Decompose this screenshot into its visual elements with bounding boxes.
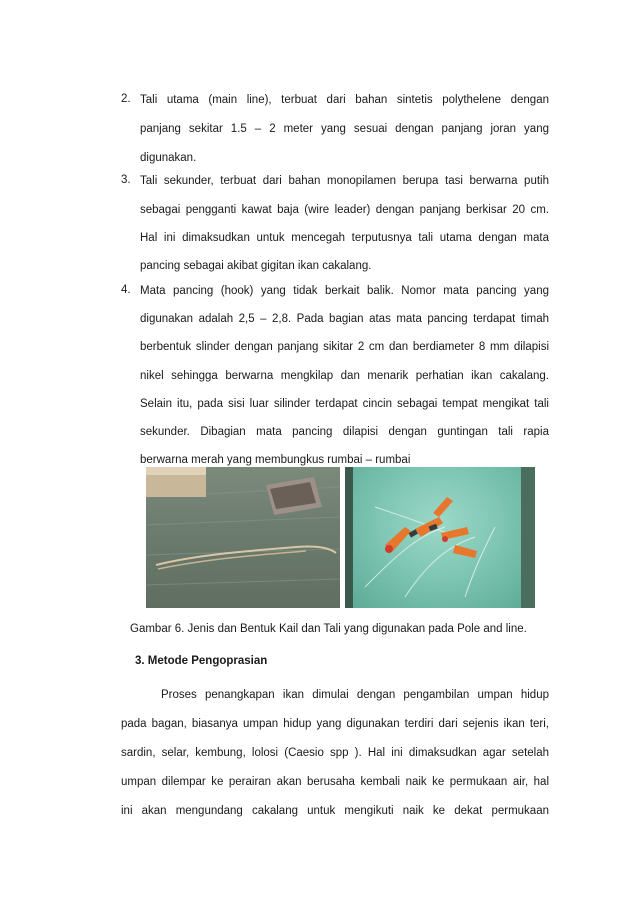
paragraph-line: sardin, selar, kembung, lolosi (Caesio spp ). Hal ini dimaksudkan agar setelah [121,747,549,759]
paragraph-line: pada bagan, biasanya umpan hidup yang digunakan terdiri dari sejenis ikan teri, [121,718,549,730]
paragraph-line: ini akan mengundang cakalang untuk mengikuti naik ke dekat permukaan [121,805,549,817]
list-line: Hal ini dimaksudkan untuk mencegah terputusnya tali utama dengan mata [140,232,549,244]
list-line: berbentuk slinder dengan panjang sikitar 2 cm dan berdiameter 8 mm dilapisi [140,341,549,353]
list-line: sebagai pengganti kawat baja (wire leader) dengan panjang berkisar 20 cm. [140,204,549,216]
figure-caption: Gambar 6. Jenis dan Bentuk Kail dan Tali yang digunakan pada Pole and line. [130,623,527,635]
photo-fishing-line [146,467,340,608]
list-number: 3. [121,174,131,186]
list-number: 4. [121,284,131,296]
list-line: Selain itu, pada sisi luar silinder terdapat cincin sebagai tempat mengikat tali [140,398,549,410]
paragraph-line: umpan dilempar ke perairan akan berusaha kembali naik ke permukaan air, hal [121,776,549,788]
list-line: panjang sekitar 1.5 – 2 meter yang sesuai dengan panjang joran yang [140,123,549,135]
list-line: Mata pancing (hook) yang tidak berkait balik. Nomor mata pancing yang [140,285,549,297]
list-line: digunakan adalah 2,5 – 2,8. Pada bagian atas mata pancing terdapat timah [140,313,549,325]
photo-fishing-hooks [345,467,535,608]
list-line: berwarna merah yang membungkus rumbai – rumbai [140,454,411,466]
list-line: nikel sehingga berwarna mengkilap dan menarik perhatian ikan cakalang. [140,370,549,382]
list-line: digunakan. [140,152,197,164]
list-line: sekunder. Dibagian mata pancing dilapisi dengan guntingan tali rapia [140,426,549,438]
list-line: Tali sekunder, terbuat dari bahan monopilamen berupa tasi berwarna putih [140,175,549,187]
fishing-hooks-photo-graphic [345,467,535,608]
figure-photos [144,467,536,608]
section-heading: 3. Metode Pengoprasian [135,655,268,667]
paragraph-line: Proses penangkapan ikan dimulai dengan pengambilan umpan hidup [161,689,549,701]
list-line: Tali utama (main line), terbuat dari bahan sintetis polythelene dengan [140,94,549,106]
fishing-line-photo-graphic [146,467,340,608]
list-line: pancing sebagai akibat gigitan ikan cakalang. [140,260,372,272]
list-number: 2. [121,93,131,105]
